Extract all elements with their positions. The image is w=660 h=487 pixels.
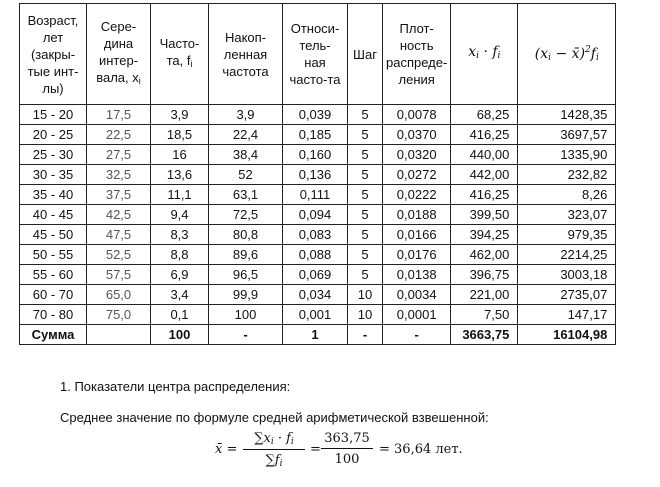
sum-cell-age-interval: Сумма: [20, 325, 87, 345]
cell-squared-deviation: 232,82: [518, 165, 616, 185]
mean-intro-text: Среднее значение по формуле средней арифметической взвешенной:: [60, 410, 489, 425]
cell-step: 10: [348, 305, 383, 325]
sum-cell-squared-deviation: 16104,98: [518, 325, 616, 345]
cell-age-interval: 45 - 50: [20, 225, 87, 245]
cell-relative-frequency: 0,001: [283, 305, 348, 325]
cell-step: 5: [348, 105, 383, 125]
cell-squared-deviation: 8,26: [518, 185, 616, 205]
header-midpoint: Сере- дина интер- вала, $x_i$: [87, 4, 151, 105]
cell-midpoint: 42,5: [87, 205, 151, 225]
cell-age-interval: 70 - 80: [20, 305, 87, 325]
cell-midpoint: 37,5: [87, 185, 151, 205]
formula-result: = 36,64 лет.: [379, 442, 463, 457]
table-row: [20, 245, 616, 265]
table-header-row: [20, 4, 616, 105]
cell-step: 5: [348, 165, 383, 185]
cell-age-interval: 40 - 45: [20, 205, 87, 225]
table-row: [20, 225, 616, 245]
cell-squared-deviation: 1335,90: [518, 145, 616, 165]
cell-relative-frequency: 0,069: [283, 265, 348, 285]
cell-xf-product: 394,25: [451, 225, 518, 245]
sum-cell-density: -: [383, 325, 451, 345]
table-row: [20, 205, 616, 225]
cell-midpoint: 32,5: [87, 165, 151, 185]
cell-xf-product: 416,25: [451, 125, 518, 145]
header-frequency: Часто- та, $f_i$: [151, 4, 209, 105]
cell-cumulative-frequency: 3,9: [209, 105, 283, 125]
cell-age-interval: 60 - 70: [20, 285, 87, 305]
formula-equals: =: [310, 442, 321, 457]
formula-fraction-numeric: $\frac{363,75}{100}$: [321, 431, 373, 467]
cell-age-interval: 25 - 30: [20, 145, 87, 165]
cell-density: 0,0034: [383, 285, 451, 305]
cell-xf-product: 68,25: [451, 105, 518, 125]
cell-age-interval: 15 - 20: [20, 105, 87, 125]
cell-frequency: 0,1: [151, 305, 209, 325]
cell-squared-deviation: 2214,25: [518, 245, 616, 265]
weighted-mean-formula: [215, 428, 495, 478]
cell-cumulative-frequency: 89,6: [209, 245, 283, 265]
sum-cell-relative-frequency: 1: [283, 325, 348, 345]
cell-density: 0,0138: [383, 265, 451, 285]
cell-xf-product: 399,50: [451, 205, 518, 225]
header-age: Возраст, лет (закры- тые инт- лы): [20, 4, 87, 105]
cell-cumulative-frequency: 80,8: [209, 225, 283, 245]
cell-squared-deviation: 2735,07: [518, 285, 616, 305]
sum-cell-xf-product: 3663,75: [451, 325, 518, 345]
header-relative-frequency: Относи- тель- ная часто-та: [283, 4, 348, 105]
cell-age-interval: 55 - 60: [20, 265, 87, 285]
cell-cumulative-frequency: 38,4: [209, 145, 283, 165]
cell-cumulative-frequency: 99,9: [209, 285, 283, 305]
cell-relative-frequency: 0,088: [283, 245, 348, 265]
cell-relative-frequency: 0,111: [283, 185, 348, 205]
cell-cumulative-frequency: 72,5: [209, 205, 283, 225]
cell-midpoint: 27,5: [87, 145, 151, 165]
cell-density: 0,0188: [383, 205, 451, 225]
header-step: Шаг: [348, 4, 383, 105]
cell-midpoint: 65,0: [87, 285, 151, 305]
cell-step: 5: [348, 245, 383, 265]
cell-density: 0,0320: [383, 145, 451, 165]
cell-frequency: 16: [151, 145, 209, 165]
cell-age-interval: 50 - 55: [20, 245, 87, 265]
cell-step: 5: [348, 125, 383, 145]
sum-cell-midpoint: [87, 325, 151, 345]
cell-frequency: 3,9: [151, 105, 209, 125]
table-row: [20, 285, 616, 305]
table-row: [20, 305, 616, 325]
cell-frequency: 8,3: [151, 225, 209, 245]
cell-relative-frequency: 0,185: [283, 125, 348, 145]
cell-step: 5: [348, 205, 383, 225]
cell-midpoint: 22,5: [87, 125, 151, 145]
cell-frequency: 13,6: [151, 165, 209, 185]
cell-frequency: 11,1: [151, 185, 209, 205]
table-body: [20, 105, 616, 345]
cell-midpoint: 57,5: [87, 265, 151, 285]
cell-age-interval: 30 - 35: [20, 165, 87, 185]
header-squared-deviation: ($x_i$ − $x̄)^2f_i$: [518, 4, 616, 105]
cell-age-interval: 35 - 40: [20, 185, 87, 205]
table-row: [20, 165, 616, 185]
cell-cumulative-frequency: 100: [209, 305, 283, 325]
sum-row: [20, 325, 616, 345]
cell-density: 0,0001: [383, 305, 451, 325]
cell-xf-product: 221,00: [451, 285, 518, 305]
cell-step: 5: [348, 265, 383, 285]
cell-midpoint: 52,5: [87, 245, 151, 265]
table-row: [20, 145, 616, 165]
cell-step: 5: [348, 185, 383, 205]
table-row: [20, 105, 616, 125]
cell-midpoint: 17,5: [87, 105, 151, 125]
sum-cell-frequency: 100: [151, 325, 209, 345]
cell-frequency: 8,8: [151, 245, 209, 265]
cell-relative-frequency: 0,160: [283, 145, 348, 165]
cell-frequency: 3,4: [151, 285, 209, 305]
cell-squared-deviation: 1428,35: [518, 105, 616, 125]
cell-xf-product: 416,25: [451, 185, 518, 205]
header-xf: $x_i \cdot f_i$: [451, 4, 518, 105]
sum-cell-cumulative-frequency: -: [209, 325, 283, 345]
cell-cumulative-frequency: 63,1: [209, 185, 283, 205]
cell-midpoint: 75,0: [87, 305, 151, 325]
cell-xf-product: 7,50: [451, 305, 518, 325]
cell-relative-frequency: 0,034: [283, 285, 348, 305]
cell-xf-product: 442,00: [451, 165, 518, 185]
cell-frequency: 6,9: [151, 265, 209, 285]
header-cumulative: Накоп- ленная частота: [209, 4, 283, 105]
cell-density: 0,0078: [383, 105, 451, 125]
cell-midpoint: 47,5: [87, 225, 151, 245]
table-row: [20, 185, 616, 205]
cell-step: 5: [348, 145, 383, 165]
section-title: 1. Показатели центра распределения:: [60, 379, 291, 394]
cell-relative-frequency: 0,083: [283, 225, 348, 245]
cell-step: 10: [348, 285, 383, 305]
cell-squared-deviation: 3003,18: [518, 265, 616, 285]
cell-relative-frequency: 0,094: [283, 205, 348, 225]
cell-xf-product: 462,00: [451, 245, 518, 265]
cell-density: 0,0272: [383, 165, 451, 185]
cell-cumulative-frequency: 96,5: [209, 265, 283, 285]
cell-xf-product: 440,00: [451, 145, 518, 165]
table-row: [20, 265, 616, 285]
cell-density: 0,0370: [383, 125, 451, 145]
cell-density: 0,0176: [383, 245, 451, 265]
cell-squared-deviation: 323,07: [518, 205, 616, 225]
formula-fraction-symbolic: $\frac{\sum x_i \cdot f_i}{\sum f_i}$: [243, 431, 305, 469]
cell-squared-deviation: 3697,57: [518, 125, 616, 145]
cell-density: 0,0166: [383, 225, 451, 245]
cell-xf-product: 396,75: [451, 265, 518, 285]
cell-relative-frequency: 0,136: [283, 165, 348, 185]
frequency-table: [19, 3, 616, 345]
cell-age-interval: 20 - 25: [20, 125, 87, 145]
cell-relative-frequency: 0,039: [283, 105, 348, 125]
cell-squared-deviation: 979,35: [518, 225, 616, 245]
cell-cumulative-frequency: 52: [209, 165, 283, 185]
header-density: Плот- ность распреде- ления: [383, 4, 451, 105]
cell-step: 5: [348, 225, 383, 245]
cell-squared-deviation: 147,17: [518, 305, 616, 325]
formula-lhs: x̄ =: [215, 442, 238, 457]
sum-cell-step: -: [348, 325, 383, 345]
cell-frequency: 9,4: [151, 205, 209, 225]
cell-frequency: 18,5: [151, 125, 209, 145]
cell-cumulative-frequency: 22,4: [209, 125, 283, 145]
table-row: [20, 125, 616, 145]
cell-density: 0,0222: [383, 185, 451, 205]
